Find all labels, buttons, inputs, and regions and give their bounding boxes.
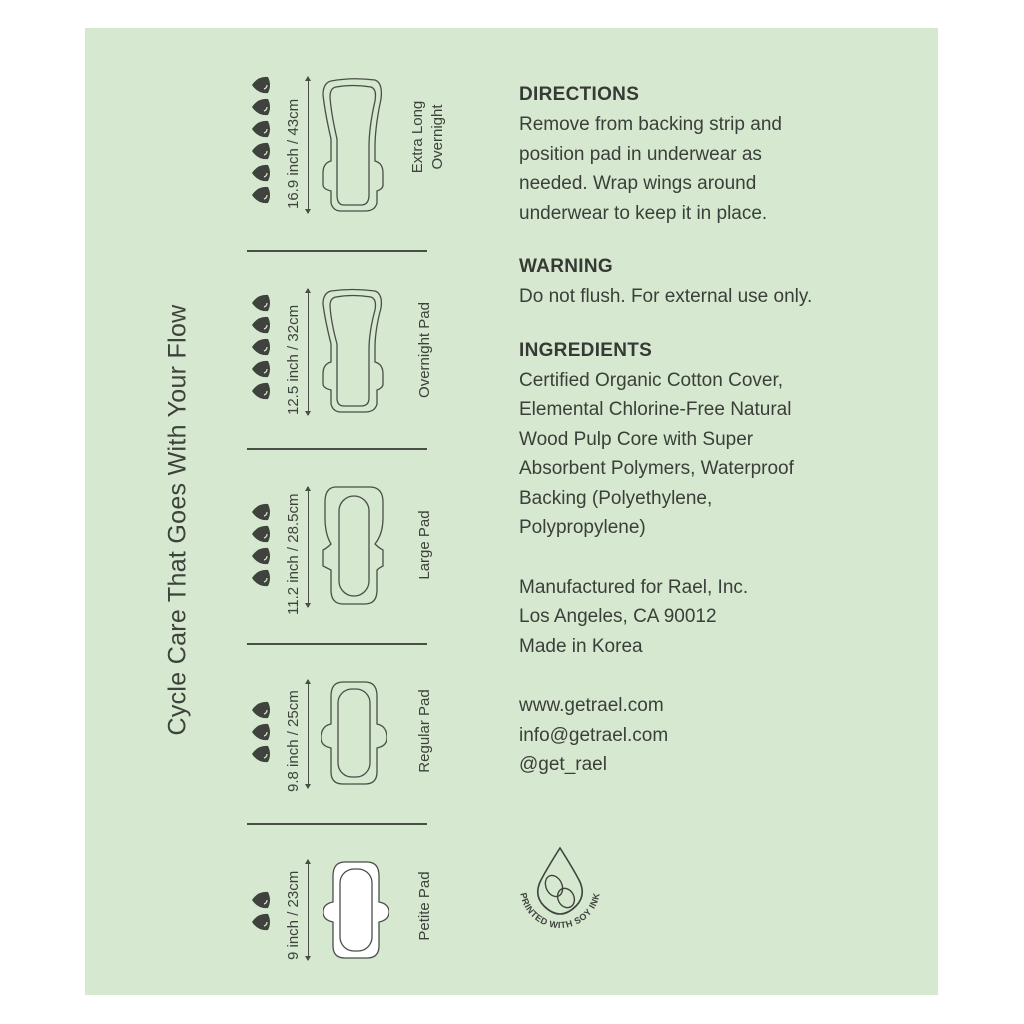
ingredients-heading: INGREDIENTS — [519, 339, 653, 361]
pad-outline-petite — [323, 860, 389, 962]
dimension-label: 16.9 inch / 43cm — [285, 98, 302, 209]
size-name-label: Extra Long Overnight — [409, 100, 446, 174]
drop-icon — [250, 75, 272, 95]
warning-heading: WARNING — [519, 256, 613, 277]
section-divider — [247, 643, 427, 645]
directions-text: Remove from backing strip and position pad in underwear as needed. Wrap wings around underwear to keep it in place. — [519, 114, 782, 224]
pad-outline-extra-long — [317, 77, 387, 215]
dimension-label: 9.8 inch / 25cm — [285, 690, 302, 792]
email-link[interactable]: info@getrael.com — [519, 724, 669, 746]
section-divider — [247, 448, 427, 450]
length-arrow — [308, 860, 309, 960]
size-name-label: Regular Pad — [416, 689, 433, 773]
side-title: Cycle Care That Goes With Your Flow — [163, 304, 192, 736]
drop-icon — [250, 890, 272, 910]
drop-icon — [250, 315, 272, 335]
website-link[interactable]: www.getrael.com — [519, 695, 664, 716]
drop-icon — [250, 722, 272, 742]
dimension-label: 9 inch / 23cm — [285, 870, 302, 960]
drop-icon — [250, 546, 272, 566]
svg-text:PRINTED WITH SOY INK: PRINTED WITH SOY INK — [518, 891, 602, 931]
pad-outline-large — [321, 484, 387, 608]
drop-icon — [250, 700, 272, 720]
directions-heading: DIRECTIONS — [519, 84, 640, 105]
length-arrow — [308, 487, 309, 607]
pad-outline-regular — [321, 680, 387, 788]
size-overnight-pad — [245, 285, 433, 420]
drop-icon — [250, 163, 272, 183]
ingredients-text: Certified Organic Cotton Cover, Elemental Chlorine-Free Natural Wood Pulp Core with Super Absorbent Polymers, Waterproof Backing (Polyethylene, Polypropylene) — [519, 369, 794, 538]
size-name-label: Petite Pad — [416, 871, 433, 941]
drop-icon — [250, 359, 272, 379]
drop-icon — [250, 381, 272, 401]
length-arrow — [308, 680, 309, 788]
length-arrow — [308, 77, 309, 213]
size-name-label: Overnight Pad — [416, 302, 433, 398]
soybean-drop-icon — [510, 840, 610, 940]
section-divider — [247, 823, 427, 825]
drop-icon — [250, 744, 272, 764]
info-column — [519, 84, 919, 780]
drop-icon — [250, 502, 272, 522]
social-handle[interactable]: @get_rael — [519, 754, 607, 775]
absorbency-drops — [250, 75, 272, 205]
warning-text: Do not flush. For external use only. — [519, 286, 813, 307]
size-petite-pad — [245, 858, 433, 960]
drop-icon — [250, 141, 272, 161]
drop-icon — [250, 524, 272, 544]
absorbency-drops — [250, 502, 272, 588]
drop-icon — [250, 337, 272, 357]
size-extra-long-overnight — [245, 75, 446, 220]
absorbency-drops — [250, 293, 272, 401]
size-regular-pad — [245, 676, 433, 792]
size-large-pad — [245, 480, 433, 615]
absorbency-drops — [250, 700, 272, 764]
drop-icon — [250, 568, 272, 588]
drop-icon — [250, 185, 272, 205]
drop-icon — [250, 293, 272, 313]
dimension-label: 11.2 inch / 28.5cm — [285, 493, 302, 615]
section-divider — [247, 250, 427, 252]
absorbency-drops — [250, 890, 272, 932]
contact-info — [519, 691, 919, 780]
length-arrow — [308, 289, 309, 415]
dimension-label: 12.5 inch / 32cm — [285, 304, 302, 415]
drop-icon — [250, 119, 272, 139]
drop-icon — [250, 97, 272, 117]
manufacturer-text: Manufactured for Rael, Inc. Los Angeles, CA 90012 Made in Korea — [519, 576, 749, 657]
size-name-label: Large Pad — [416, 510, 433, 580]
pad-outline-overnight — [317, 288, 387, 416]
drop-icon — [250, 912, 272, 932]
